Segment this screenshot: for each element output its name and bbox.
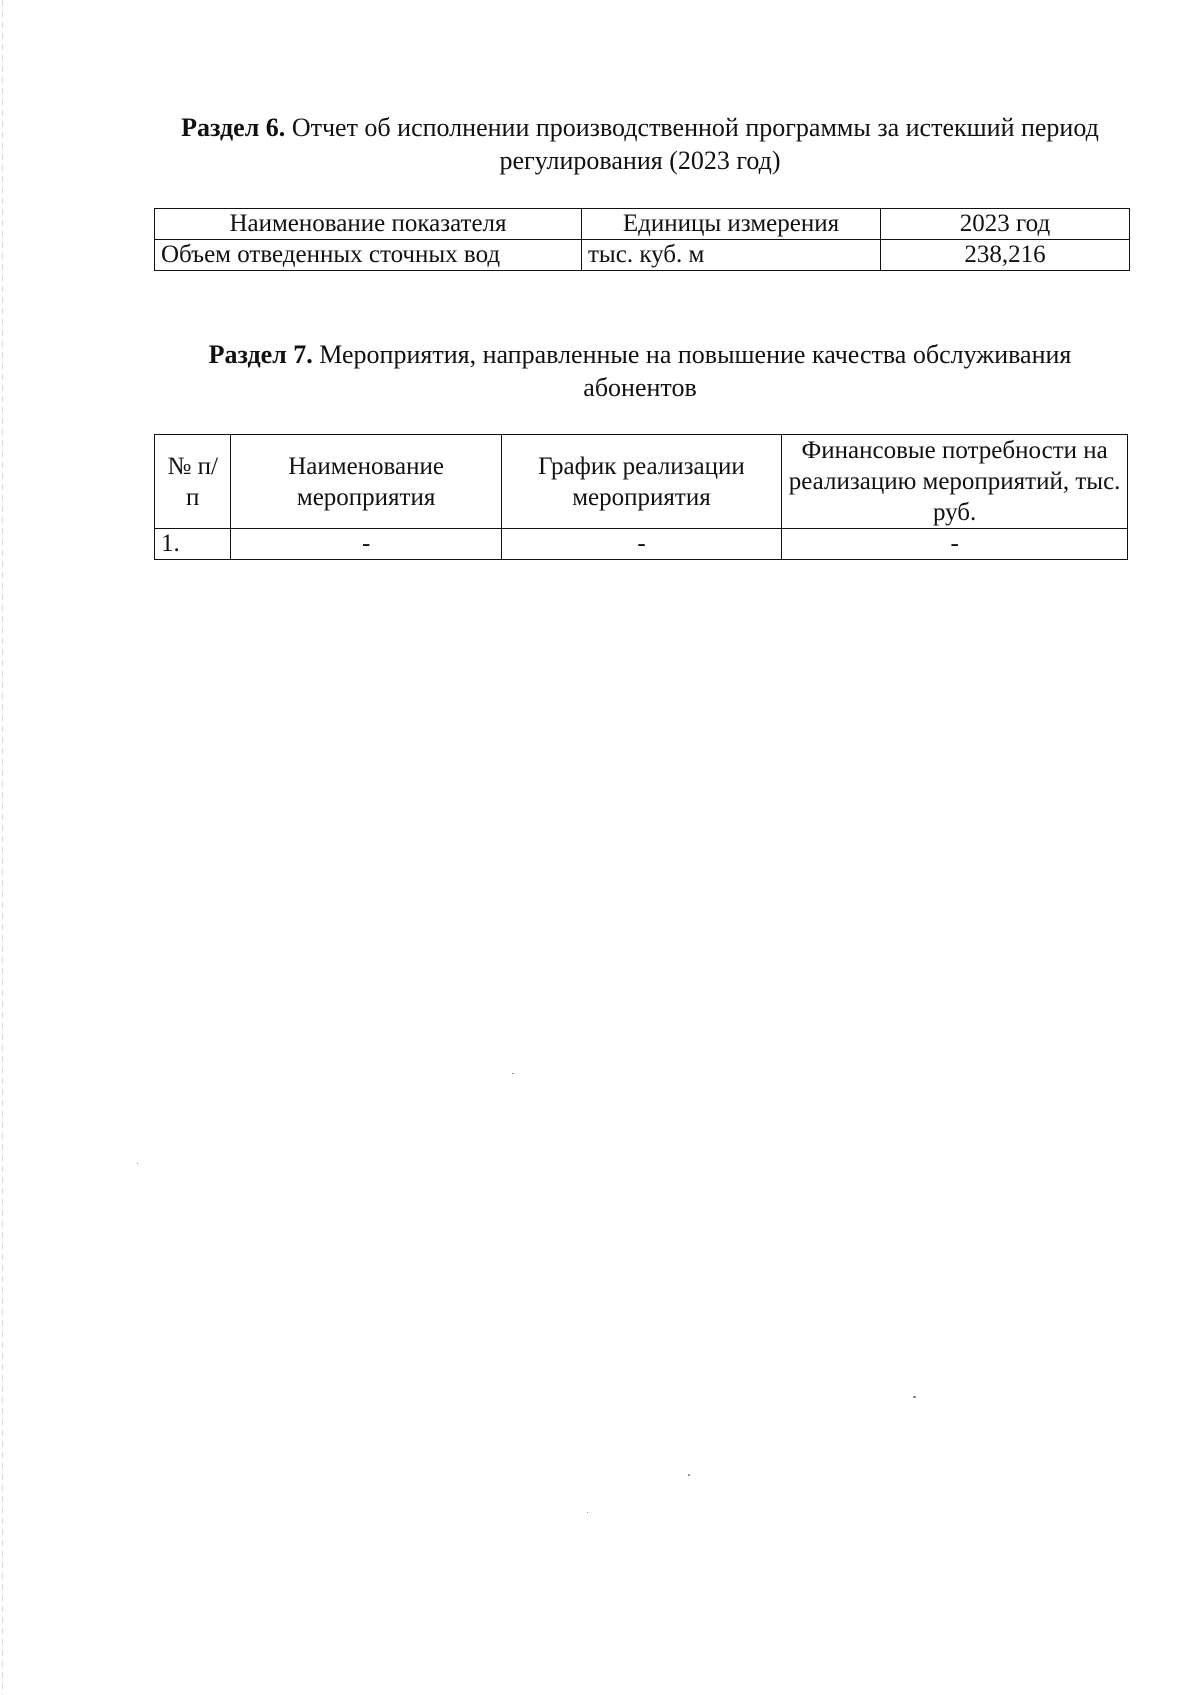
table-header-row [155, 435, 1128, 529]
production-program-report-table [154, 208, 1130, 271]
section-6-label: Раздел 6. [181, 113, 286, 142]
cell-indicator-name: Объем отведенных сточных вод [155, 240, 582, 271]
section-6-title: Отчет об исполнении производственной программы за истекший период регулирования (2023 год) [291, 113, 1099, 175]
scan-edge-artifact [2, 0, 3, 1695]
scan-speck [587, 1512, 588, 1513]
scan-speck [688, 1474, 690, 1476]
scan-speck [913, 1396, 916, 1398]
scan-speck [512, 1073, 514, 1074]
header-units: Единицы измерения [582, 209, 881, 240]
section-7-title: Мероприятия, направленные на повышение качества обслуживания абонентов [319, 340, 1072, 402]
section-7-heading [150, 338, 1130, 404]
section-6-heading [150, 111, 1130, 177]
cell-units: тыс. куб. м [582, 240, 881, 271]
table-row [155, 529, 1128, 560]
scan-speck [137, 1163, 138, 1164]
cell-value: 238,216 [881, 240, 1130, 271]
section-7-label: Раздел 7. [208, 340, 313, 369]
cell-schedule: - [501, 529, 781, 560]
header-schedule: График реализации мероприятия [501, 435, 781, 529]
header-measure-name: Наименование мероприятия [231, 435, 501, 529]
header-year: 2023 год [881, 209, 1130, 240]
header-number: № п/п [155, 435, 231, 529]
table-row [155, 240, 1130, 271]
cell-measure-name: - [231, 529, 501, 560]
cell-financial-needs: - [782, 529, 1128, 560]
header-indicator-name: Наименование показателя [155, 209, 582, 240]
service-quality-measures-table [154, 434, 1128, 560]
table-header-row [155, 209, 1130, 240]
cell-number: 1. [155, 529, 231, 560]
header-financial-needs: Финансовые потребности на реализацию мероприятий, тыс. руб. [782, 435, 1128, 529]
